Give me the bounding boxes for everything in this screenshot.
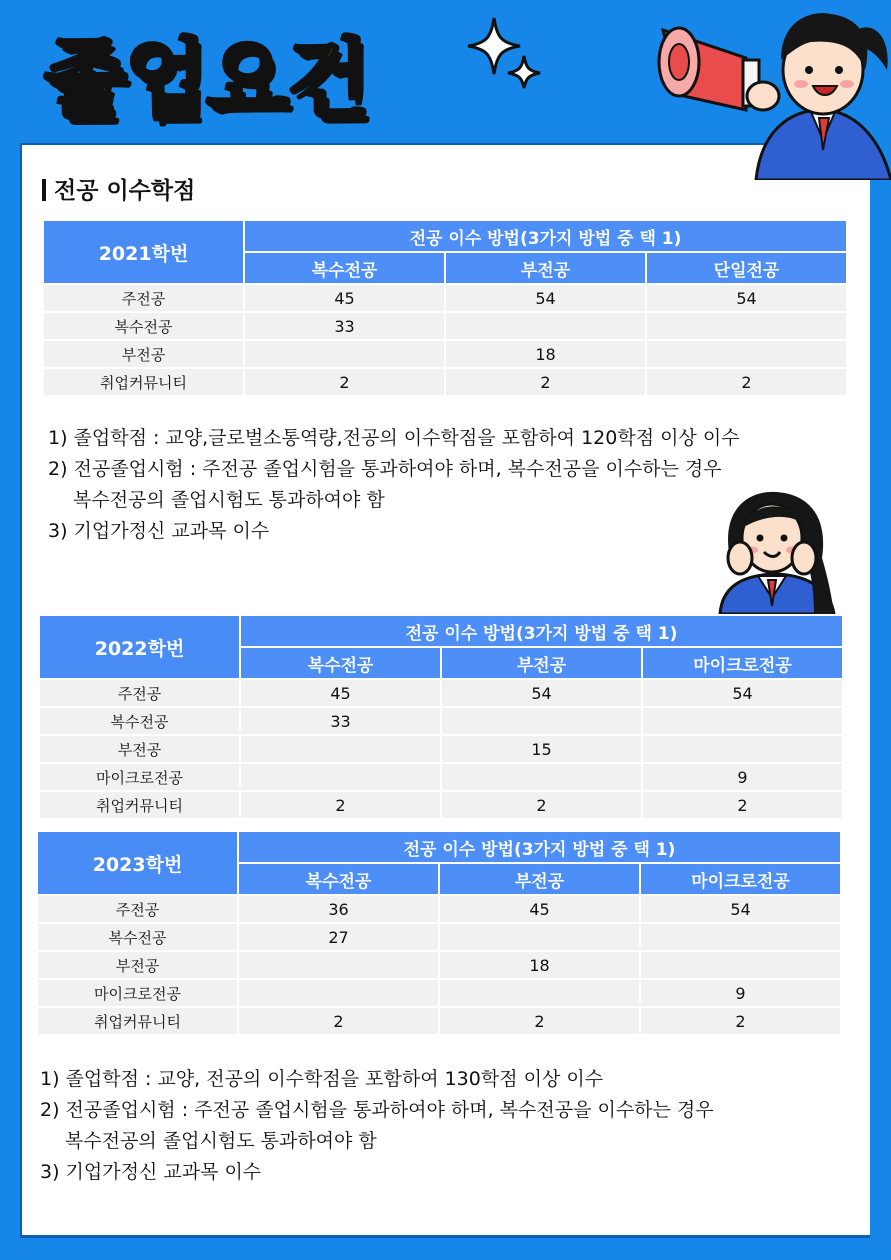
- table-row: [38, 980, 840, 1006]
- table-cell: [442, 708, 641, 734]
- table-row: [38, 924, 840, 950]
- table-cell: 54: [442, 680, 641, 706]
- megaphone-girl-illustration: [651, 0, 891, 180]
- row-label: 복수전공: [40, 708, 239, 734]
- note-line: 2) 전공졸업시험 : 주전공 졸업시험을 통과하여야 하며, 복수전공을 이수하는 경우: [48, 458, 722, 480]
- section-title: 전공 이수학점: [42, 172, 195, 205]
- table-cell: 45: [440, 896, 639, 922]
- table-cell: [440, 924, 639, 950]
- table-cell: 45: [245, 285, 444, 311]
- note-line: 3) 기업가정신 교과목 이수: [48, 520, 270, 542]
- table-row: [40, 736, 842, 762]
- table-cell: 54: [647, 285, 846, 311]
- method-header: 전공 이수 방법(3가지 방법 중 택 1): [241, 616, 842, 646]
- row-label: 부전공: [44, 341, 243, 367]
- table-cell: 2: [245, 369, 444, 395]
- credit-table-2022: [38, 614, 844, 820]
- table-cell: 54: [643, 680, 842, 706]
- table-cell: 33: [245, 313, 444, 339]
- table-cell: 45: [241, 680, 440, 706]
- table-cell: [241, 736, 440, 762]
- row-label: 취업커뮤니티: [38, 1008, 237, 1034]
- table-cell: 2: [641, 1008, 840, 1034]
- table-cell: 2: [647, 369, 846, 395]
- row-label: 마이크로전공: [40, 764, 239, 790]
- column-header: 부전공: [440, 864, 639, 894]
- table-cell: [641, 952, 840, 978]
- year-label: 2023학번: [38, 832, 237, 894]
- table-cell: 2: [440, 1008, 639, 1034]
- table-row: [40, 680, 842, 706]
- column-header: 복수전공: [241, 648, 440, 678]
- table-cell: 2: [442, 792, 641, 818]
- table-cell: 2: [643, 792, 842, 818]
- note-line: 1) 졸업학점 : 교양, 전공의 이수학점을 포함하여 130학점 이상 이수: [40, 1068, 604, 1090]
- table-cell: [440, 980, 639, 1006]
- table-cell: 9: [643, 764, 842, 790]
- page-title: 졸업요건: [44, 30, 369, 130]
- table-row: [38, 952, 840, 978]
- table-cell: 2: [446, 369, 645, 395]
- method-header: 전공 이수 방법(3가지 방법 중 택 1): [239, 832, 840, 862]
- table-cell: 27: [239, 924, 438, 950]
- note-line: 3) 기업가정신 교과목 이수: [40, 1161, 262, 1183]
- method-header: 전공 이수 방법(3가지 방법 중 택 1): [245, 221, 846, 251]
- table-cell: [643, 736, 842, 762]
- table-cell: [239, 980, 438, 1006]
- table-cell: 54: [641, 896, 840, 922]
- table-row: [44, 285, 846, 311]
- table-cell: 36: [239, 896, 438, 922]
- row-label: 취업커뮤니티: [40, 792, 239, 818]
- table-cell: [241, 764, 440, 790]
- row-label: 부전공: [40, 736, 239, 762]
- credit-table-2023: [36, 830, 842, 1036]
- row-label: 복수전공: [38, 924, 237, 950]
- table-cell: [643, 708, 842, 734]
- table-row: [38, 1008, 840, 1034]
- thinking-girl-illustration: [710, 488, 842, 614]
- note-line: 복수전공의 졸업시험도 통과하여야 함: [73, 489, 385, 511]
- row-label: 마이크로전공: [38, 980, 237, 1006]
- table-row: [44, 313, 846, 339]
- table-cell: 18: [440, 952, 639, 978]
- table-row: [40, 764, 842, 790]
- table-cell: [647, 341, 846, 367]
- column-header: 마이크로전공: [641, 864, 840, 894]
- column-header: 복수전공: [239, 864, 438, 894]
- row-label: 주전공: [44, 285, 243, 311]
- column-header: 부전공: [442, 648, 641, 678]
- note-line: 복수전공의 졸업시험도 통과하여야 함: [65, 1130, 377, 1152]
- notes-2023: [40, 1064, 860, 1188]
- row-label: 부전공: [38, 952, 237, 978]
- table-cell: 2: [239, 1008, 438, 1034]
- table-row: [40, 792, 842, 818]
- table-cell: [446, 313, 645, 339]
- column-header: 복수전공: [245, 253, 444, 283]
- sparkle-icon: [466, 16, 546, 90]
- row-label: 복수전공: [44, 313, 243, 339]
- table-cell: 15: [442, 736, 641, 762]
- table-row: [38, 896, 840, 922]
- table-cell: [442, 764, 641, 790]
- table-cell: [245, 341, 444, 367]
- table-row: [44, 369, 846, 395]
- table-cell: 2: [241, 792, 440, 818]
- table-row: [40, 708, 842, 734]
- row-label: 주전공: [40, 680, 239, 706]
- note-line: 1) 졸업학점 : 교양,글로벌소통역량,전공의 이수학점을 포함하여 120학점 이상 이수: [48, 427, 740, 449]
- table-cell: 54: [446, 285, 645, 311]
- table-cell: 33: [241, 708, 440, 734]
- note-line: 2) 전공졸업시험 : 주전공 졸업시험을 통과하여야 하며, 복수전공을 이수하는 경우: [40, 1099, 714, 1121]
- column-header: 부전공: [446, 253, 645, 283]
- table-row: [44, 341, 846, 367]
- table-cell: 18: [446, 341, 645, 367]
- table-cell: 9: [641, 980, 840, 1006]
- table-cell: [647, 313, 846, 339]
- column-header: 마이크로전공: [643, 648, 842, 678]
- section-bar-icon: [42, 179, 46, 201]
- year-label: 2022학번: [40, 616, 239, 678]
- table-cell: [641, 924, 840, 950]
- row-label: 주전공: [38, 896, 237, 922]
- column-header: 단일전공: [647, 253, 846, 283]
- year-label: 2021학번: [44, 221, 243, 283]
- credit-table-2021: [42, 219, 848, 397]
- table-cell: [239, 952, 438, 978]
- row-label: 취업커뮤니티: [44, 369, 243, 395]
